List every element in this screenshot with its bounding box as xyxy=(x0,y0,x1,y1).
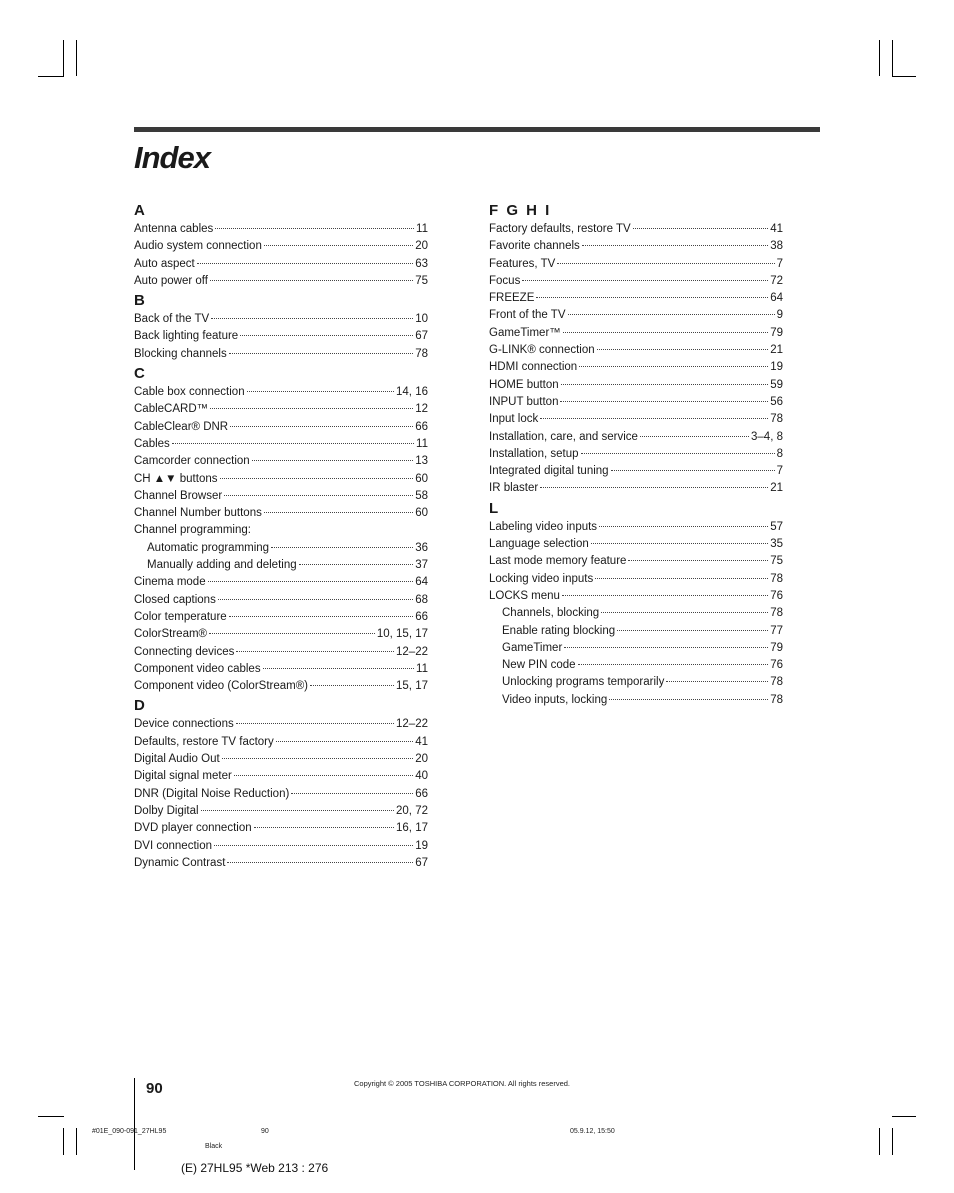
header-rule xyxy=(134,127,820,132)
index-entry xyxy=(489,290,783,307)
entry-term: HDMI connection xyxy=(489,361,578,374)
crop-mark xyxy=(63,1128,64,1155)
dot-leader xyxy=(209,633,375,634)
entry-pages: 76 xyxy=(770,589,783,602)
dot-leader xyxy=(229,616,414,617)
index-entry xyxy=(489,342,783,359)
index-column-right xyxy=(489,202,783,709)
dot-leader xyxy=(562,595,768,596)
dot-leader xyxy=(628,560,768,561)
index-entry xyxy=(489,480,783,497)
copyright-notice: Copyright © 2005 TOSHIBA CORPORATION. All rights reserved. xyxy=(354,1079,571,1088)
entry-pages: 64 xyxy=(415,576,428,589)
entry-pages: 11 xyxy=(416,662,428,675)
index-entry xyxy=(489,588,783,605)
entry-term: Focus xyxy=(489,274,521,287)
index-entry xyxy=(134,311,428,328)
entry-term: HOME button xyxy=(489,378,559,391)
entry-term: Dolby Digital xyxy=(134,804,199,817)
entry-pages: 12–22 xyxy=(396,645,428,658)
dot-leader xyxy=(579,366,768,367)
index-entry xyxy=(134,626,428,643)
index-entry xyxy=(134,346,428,363)
entry-pages: 72 xyxy=(770,274,783,287)
entry-term: Connecting devices xyxy=(134,645,235,658)
entry-pages: 20 xyxy=(415,240,428,253)
entry-term: Cable box connection xyxy=(134,386,245,399)
index-section xyxy=(134,365,428,695)
entry-pages: 60 xyxy=(415,507,428,520)
entry-term: FREEZE xyxy=(489,292,535,305)
index-entry xyxy=(489,238,783,255)
index-entry xyxy=(489,411,783,428)
index-entry xyxy=(489,377,783,394)
index-entry xyxy=(134,401,428,418)
dot-leader xyxy=(234,775,413,776)
entry-term: CableCARD™ xyxy=(134,403,209,416)
entry-pages: 12–22 xyxy=(396,718,428,731)
index-column-left xyxy=(134,202,428,872)
dot-leader xyxy=(247,391,394,392)
index-entry xyxy=(134,609,428,626)
entry-term: DVD player connection xyxy=(134,822,252,835)
index-entry xyxy=(489,273,783,290)
index-section xyxy=(134,202,428,290)
entry-term: Component video cables xyxy=(134,662,261,675)
index-entry xyxy=(134,471,428,488)
entry-term: Cinema mode xyxy=(134,576,206,589)
dot-leader xyxy=(564,647,768,648)
dot-leader xyxy=(222,758,414,759)
page-number: 90 xyxy=(146,1080,163,1097)
entry-pages: 13 xyxy=(415,455,428,468)
dot-leader xyxy=(640,436,749,437)
entry-pages: 7 xyxy=(776,465,783,478)
entry-pages: 11 xyxy=(416,223,428,235)
entry-term: Color temperature xyxy=(134,610,227,623)
index-entry xyxy=(134,678,428,695)
entry-pages: 58 xyxy=(415,489,428,502)
entry-term: G-LINK® connection xyxy=(489,344,595,357)
entry-term: Antenna cables xyxy=(134,223,214,235)
dot-leader xyxy=(254,827,394,828)
index-entry xyxy=(134,488,428,505)
crop-mark xyxy=(892,1128,893,1155)
entry-term: Camcorder connection xyxy=(134,455,250,468)
index-entry xyxy=(489,571,783,588)
entry-pages: 10, 15, 17 xyxy=(376,628,428,641)
dot-leader xyxy=(633,228,769,229)
dot-leader xyxy=(617,630,768,631)
dot-leader xyxy=(601,612,768,613)
entry-term: Video inputs, locking xyxy=(502,693,608,706)
index-entry xyxy=(489,553,783,570)
entry-term: ColorStream® xyxy=(134,628,208,641)
entry-term: CH ▲▼ buttons xyxy=(134,472,218,485)
dot-leader xyxy=(560,401,768,402)
dot-leader xyxy=(563,332,768,333)
entry-term: Features, TV xyxy=(489,257,556,270)
index-entry xyxy=(489,536,783,553)
entry-pages: 66 xyxy=(415,420,428,433)
dot-leader xyxy=(578,664,769,665)
dot-leader xyxy=(240,335,413,336)
index-entry xyxy=(134,453,428,470)
dot-leader xyxy=(215,228,414,229)
entry-term: Favorite channels xyxy=(489,240,580,253)
index-entry xyxy=(134,557,428,574)
dot-leader xyxy=(310,685,394,686)
entry-pages: 60 xyxy=(415,472,428,485)
index-entry xyxy=(489,359,783,376)
entry-pages: 59 xyxy=(770,378,783,391)
entry-term: Channel Browser xyxy=(134,489,223,502)
index-entry xyxy=(489,692,783,709)
dot-leader xyxy=(252,460,414,461)
dot-leader xyxy=(236,651,394,652)
dot-leader xyxy=(227,862,413,863)
entry-term: GameTimer™ xyxy=(489,326,561,339)
entry-term: Audio system connection xyxy=(134,240,262,253)
entry-term: DVI connection xyxy=(134,839,212,852)
index-entry xyxy=(134,768,428,785)
section-letter: L xyxy=(489,499,501,517)
crop-mark xyxy=(892,40,893,76)
dot-leader xyxy=(264,512,413,513)
entry-pages: 67 xyxy=(415,330,428,343)
dot-leader xyxy=(599,526,768,527)
entry-pages: 38 xyxy=(770,240,783,253)
entry-pages: 11 xyxy=(416,437,428,450)
entry-term: Channels, blocking xyxy=(502,607,600,620)
index-entry xyxy=(134,734,428,751)
index-entry xyxy=(489,605,783,622)
index-entry xyxy=(134,384,428,401)
index-entry xyxy=(134,661,428,678)
entry-term: Channel programming: xyxy=(134,524,251,537)
entry-pages: 41 xyxy=(415,735,428,748)
entry-pages: 75 xyxy=(415,274,428,287)
index-entry xyxy=(134,716,428,733)
entry-pages: 67 xyxy=(415,856,428,869)
index-entry xyxy=(134,540,428,557)
crop-mark xyxy=(38,1116,64,1117)
dot-leader xyxy=(197,263,413,264)
entry-term: Closed captions xyxy=(134,593,216,606)
dot-leader xyxy=(229,353,414,354)
index-entry xyxy=(489,446,783,463)
index-entry xyxy=(134,505,428,522)
entry-pages: 36 xyxy=(415,541,428,554)
entry-term: Back lighting feature xyxy=(134,330,239,343)
dot-leader xyxy=(218,599,413,600)
entry-pages: 76 xyxy=(770,659,783,672)
entry-pages: 66 xyxy=(415,787,428,800)
entry-pages: 10 xyxy=(415,313,428,326)
entry-term: INPUT button xyxy=(489,395,559,408)
dot-leader xyxy=(582,245,768,246)
dot-leader xyxy=(581,453,775,454)
index-entry xyxy=(489,256,783,273)
dot-leader xyxy=(522,280,768,281)
dot-leader xyxy=(568,314,775,315)
dot-leader xyxy=(540,487,768,488)
index-entry xyxy=(489,463,783,480)
dot-leader xyxy=(263,668,414,669)
dot-leader xyxy=(208,581,414,582)
entry-term: LOCKS menu xyxy=(489,589,560,602)
entry-pages: 15, 17 xyxy=(396,680,428,693)
entry-term: Back of the TV xyxy=(134,313,210,326)
entry-term: Cables xyxy=(134,437,170,450)
dot-leader xyxy=(611,470,775,471)
dot-leader xyxy=(276,741,413,742)
entry-pages: 7 xyxy=(776,257,783,270)
index-entry xyxy=(134,522,428,539)
dot-leader xyxy=(210,408,413,409)
footer-job-code: (E) 27HL95 *Web 213 : 276 xyxy=(181,1161,329,1175)
dot-leader xyxy=(597,349,769,350)
entry-pages: 35 xyxy=(770,538,783,551)
index-entry xyxy=(134,256,428,273)
index-entry xyxy=(134,328,428,345)
entry-pages: 77 xyxy=(770,624,783,637)
index-entry xyxy=(134,803,428,820)
dot-leader xyxy=(299,564,414,565)
dot-leader xyxy=(540,418,768,419)
page-number-rule xyxy=(134,1078,135,1170)
index-entry xyxy=(134,273,428,290)
entry-pages: 78 xyxy=(770,676,783,689)
entry-term: Input lock xyxy=(489,413,539,426)
entry-term: Channel Number buttons xyxy=(134,507,262,520)
index-entry xyxy=(489,429,783,446)
section-letter: D xyxy=(134,697,147,715)
entry-pages: 66 xyxy=(415,610,428,623)
entry-pages: 3–4, 8 xyxy=(751,430,783,443)
entry-term: Last mode memory feature xyxy=(489,555,627,568)
entry-term: Installation, care, and service xyxy=(489,430,638,443)
entry-term: Integrated digital tuning xyxy=(489,465,609,478)
crop-mark xyxy=(76,40,77,76)
index-entry xyxy=(489,221,783,238)
slug-file: #01E_090-091_27HL95 xyxy=(92,1128,167,1135)
dot-leader xyxy=(666,681,768,682)
entry-pages: 20, 72 xyxy=(396,804,428,817)
index-entry xyxy=(489,394,783,411)
index-entry xyxy=(134,644,428,661)
index-entry xyxy=(489,674,783,691)
entry-pages: 78 xyxy=(415,347,428,360)
entry-term: Automatic programming xyxy=(147,541,270,554)
entry-term: Enable rating blocking xyxy=(502,624,616,637)
dot-leader xyxy=(609,699,768,700)
entry-pages: 57 xyxy=(770,520,783,533)
dot-leader xyxy=(271,547,413,548)
slug-page: 90 xyxy=(261,1128,269,1135)
index-entry xyxy=(489,519,783,536)
entry-pages: 9 xyxy=(776,309,783,322)
dot-leader xyxy=(291,793,413,794)
entry-pages: 16, 17 xyxy=(396,822,428,835)
entry-pages: 8 xyxy=(776,447,783,460)
entry-term: GameTimer xyxy=(502,641,563,654)
dot-leader xyxy=(220,478,414,479)
dot-leader xyxy=(264,245,413,246)
slug-date: 05.9.12, 15:50 xyxy=(570,1128,615,1135)
index-entry xyxy=(134,419,428,436)
dot-leader xyxy=(557,263,774,264)
entry-pages: 37 xyxy=(415,559,428,572)
index-entry xyxy=(134,855,428,872)
entry-term: Language selection xyxy=(489,538,589,551)
index-entry xyxy=(134,238,428,255)
entry-pages: 56 xyxy=(770,395,783,408)
index-entry xyxy=(489,640,783,657)
index-section xyxy=(134,292,428,363)
entry-pages: 40 xyxy=(415,770,428,783)
dot-leader xyxy=(230,426,413,427)
entry-term: Dynamic Contrast xyxy=(134,856,226,869)
entry-term: Digital signal meter xyxy=(134,770,232,783)
entry-pages: 41 xyxy=(770,223,783,235)
index-entry xyxy=(489,325,783,342)
entry-term: CableClear® DNR xyxy=(134,420,229,433)
index-section xyxy=(134,697,428,872)
entry-term: Installation, setup xyxy=(489,447,579,460)
entry-pages: 78 xyxy=(770,572,783,585)
index-entry xyxy=(134,751,428,768)
crop-mark xyxy=(892,1116,916,1117)
entry-term: Auto power off xyxy=(134,274,208,287)
crop-mark xyxy=(892,76,916,77)
entry-term: Front of the TV xyxy=(489,309,566,322)
index-entry xyxy=(489,307,783,324)
index-entry xyxy=(134,592,428,609)
index-entry xyxy=(134,436,428,453)
entry-pages: 19 xyxy=(770,361,783,374)
section-letter: B xyxy=(134,292,147,310)
index-entry xyxy=(134,786,428,803)
dot-leader xyxy=(561,384,769,385)
dot-leader xyxy=(536,297,768,298)
crop-mark xyxy=(38,76,64,77)
index-entry xyxy=(134,820,428,837)
entry-pages: 19 xyxy=(415,839,428,852)
index-entry xyxy=(134,221,428,238)
index-section xyxy=(489,202,783,498)
dot-leader xyxy=(201,810,394,811)
entry-pages: 64 xyxy=(770,292,783,305)
entry-pages: 21 xyxy=(770,344,783,357)
entry-term: Auto aspect xyxy=(134,257,195,270)
entry-pages: 21 xyxy=(770,482,783,495)
crop-mark xyxy=(879,1128,880,1155)
dot-leader xyxy=(211,318,413,319)
entry-term: Factory defaults, restore TV xyxy=(489,223,631,235)
entry-pages: 20 xyxy=(415,753,428,766)
dot-leader xyxy=(595,578,768,579)
entry-pages: 79 xyxy=(770,326,783,339)
entry-pages: 12 xyxy=(415,403,428,416)
entry-term: Device connections xyxy=(134,718,234,731)
entry-term: Blocking channels xyxy=(134,347,227,360)
crop-mark xyxy=(63,40,64,76)
entry-term: DNR (Digital Noise Reduction) xyxy=(134,787,290,800)
dot-leader xyxy=(214,845,413,846)
section-letter: A xyxy=(134,202,147,219)
crop-mark xyxy=(879,40,880,76)
dot-leader xyxy=(172,443,414,444)
dot-leader xyxy=(591,543,768,544)
entry-pages: 14, 16 xyxy=(396,386,428,399)
entry-pages: 63 xyxy=(415,257,428,270)
entry-pages: 78 xyxy=(770,693,783,706)
dot-leader xyxy=(210,280,413,281)
entry-term: IR blaster xyxy=(489,482,539,495)
entry-pages: 78 xyxy=(770,413,783,426)
entry-term: Unlocking programs temporarily xyxy=(502,676,665,689)
entry-term: Defaults, restore TV factory xyxy=(134,735,274,748)
entry-pages: 79 xyxy=(770,641,783,654)
entry-pages: 78 xyxy=(770,607,783,620)
slug-color: Black xyxy=(205,1143,223,1150)
dot-leader xyxy=(224,495,413,496)
entry-term: Locking video inputs xyxy=(489,572,594,585)
section-letter: F G H I xyxy=(489,202,552,219)
entry-term: Digital Audio Out xyxy=(134,753,220,766)
index-entry xyxy=(489,657,783,674)
section-letter: C xyxy=(134,365,147,383)
entry-pages: 75 xyxy=(770,555,783,568)
index-entry xyxy=(134,574,428,591)
entry-term: Component video (ColorStream®) xyxy=(134,680,309,693)
index-section xyxy=(489,500,783,709)
entry-pages: 68 xyxy=(415,593,428,606)
dot-leader xyxy=(236,723,394,724)
index-entry xyxy=(489,623,783,640)
entry-term: Manually adding and deleting xyxy=(147,559,297,572)
entry-term: Labeling video inputs xyxy=(489,520,598,533)
index-entry xyxy=(134,838,428,855)
page-title: Index xyxy=(134,140,210,175)
crop-mark xyxy=(76,1128,77,1155)
entry-term: New PIN code xyxy=(502,659,576,672)
